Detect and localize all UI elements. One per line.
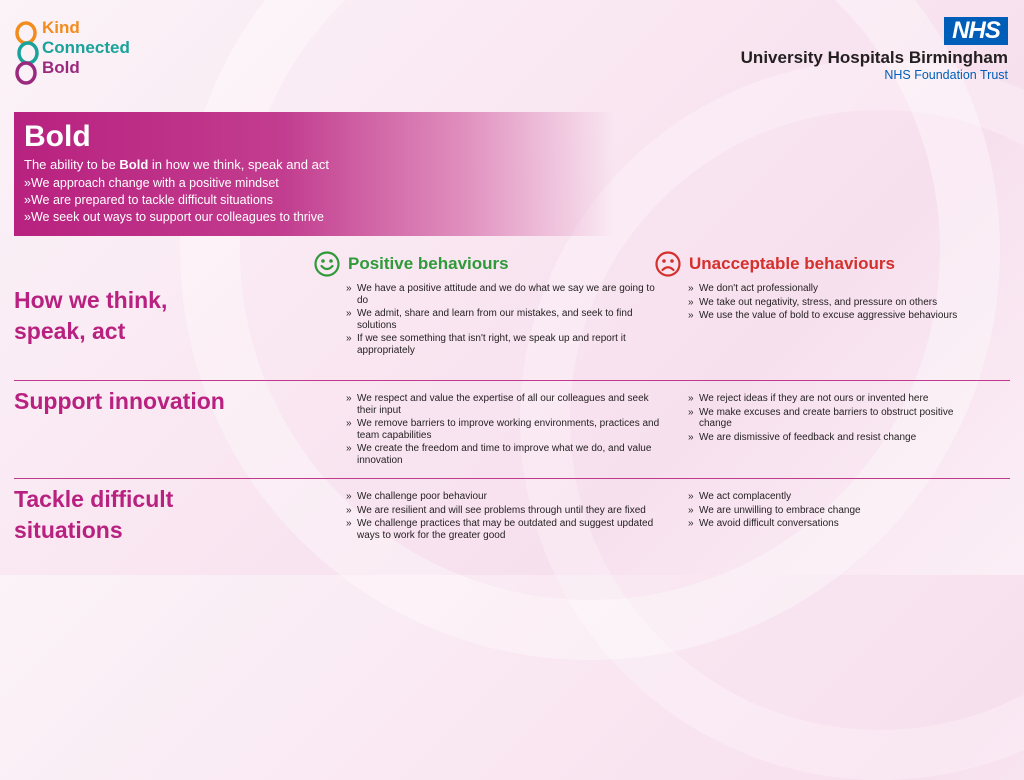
list-item: » We act complacently [688,491,988,503]
sad-face-icon [655,251,681,277]
banner-item: »We approach change with a positive mindset [24,176,279,190]
organisation-subtitle: NHS Foundation Trust [884,68,1008,82]
positive-behaviours-header [314,250,509,278]
list-item: » We create the freedom and time to improve what we do, and value innovation [346,443,666,466]
positive-list [346,491,666,543]
banner-list [24,175,324,226]
logo-word-kind: Kind [42,18,80,37]
banner-title: Bold [24,120,91,153]
row-divider [14,478,1010,479]
list-item: » We take out negativity, stress, and pressure on others [688,297,988,309]
logo-words [42,18,130,78]
list-item: » We remove barriers to improve working environments, practices and team capabilities [346,418,666,441]
positive-list [346,393,666,468]
list-item: » We are resilient and will see problems through until they are fixed [346,505,666,517]
values-logo [14,18,174,88]
banner-subtitle-bold: Bold [119,157,149,172]
unacceptable-list [688,491,988,532]
list-item: » We have a positive attitude and we do what we say we are going to do [346,283,666,306]
list-item: » We admit, share and learn from our mistakes, and seek to find solutions [346,308,666,331]
list-item: » We make excuses and create barriers to obstruct positive change [688,407,988,430]
list-item: » We are unwilling to embrace change [688,505,988,517]
smiley-face-icon [314,251,340,277]
list-item: » We avoid difficult conversations [688,518,988,530]
logo-word-connected: Connected [42,38,130,57]
positive-behaviours-label: Positive behaviours [348,254,509,273]
list-item: » We are dismissive of feedback and resist change [688,432,988,444]
positive-list [346,283,666,358]
banner-item: »We seek out ways to support our colleagues to thrive [24,210,324,224]
row-title-support-innovation: Support innovation [14,388,225,414]
row-title-think-speak-act: How we think, speak, act [14,287,168,344]
banner-item: »We are prepared to tackle difficult situations [24,193,273,207]
row-title-tackle-difficult-situations: Tackle difficult situations [14,486,174,543]
value-banner [14,112,614,236]
unacceptable-behaviours-label: Unacceptable behaviours [689,254,895,273]
list-item: » We reject ideas if they are not ours or invented here [688,393,988,405]
interlocking-rings-icon [14,20,42,86]
unacceptable-behaviours-header [655,250,895,278]
list-item: » We respect and value the expertise of all our colleagues and seek their input [346,393,666,416]
list-item: » We challenge practices that may be outdated and suggest updated ways to work for the greater good [346,518,666,541]
banner-subtitle [24,157,329,172]
banner-subtitle-post: in how we think, speak and act [148,157,329,172]
organisation-name: University Hospitals Birmingham [740,48,1008,67]
unacceptable-list [688,283,988,324]
unacceptable-list [688,393,988,445]
list-item: » We don't act professionally [688,283,988,295]
list-item: » If we see something that isn't right, we speak up and report it appropriately [346,333,666,356]
banner-subtitle-pre: The ability to be [24,157,120,172]
list-item: » We use the value of bold to excuse aggressive behaviours [688,310,988,322]
row-divider [14,380,1010,381]
list-item: » We challenge poor behaviour [346,491,666,503]
logo-word-bold: Bold [42,58,80,77]
nhs-logo: NHS [944,17,1008,45]
